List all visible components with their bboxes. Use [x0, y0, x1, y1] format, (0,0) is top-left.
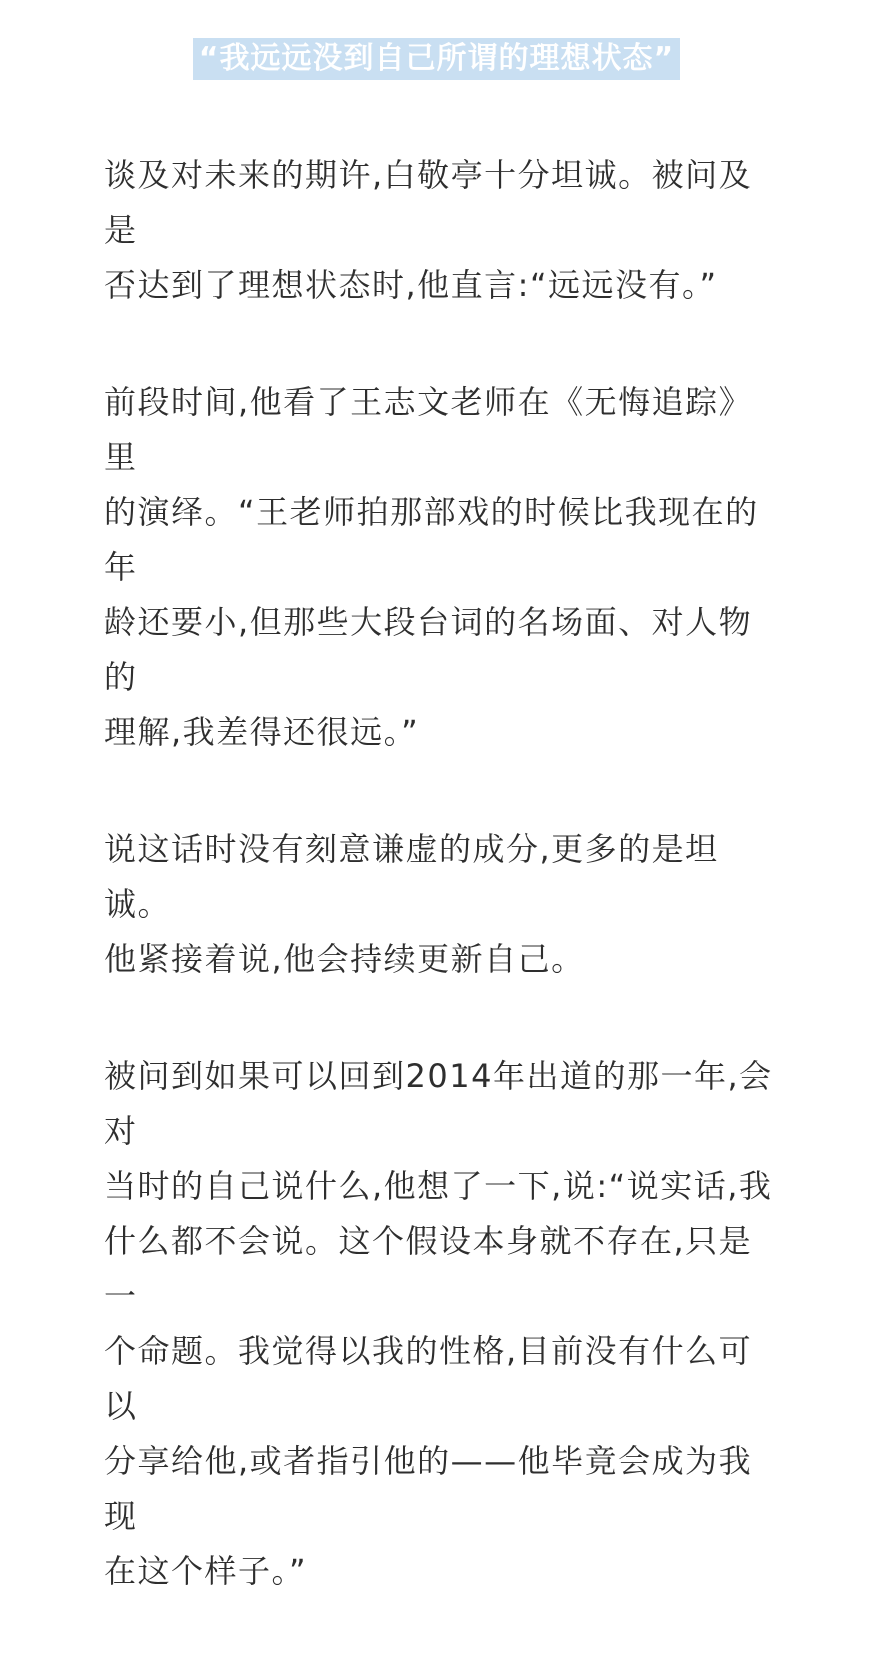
section-heading-wrap: [0, 38, 873, 80]
paragraph: 前段时间,他看了王志文老师在《无悔追踪》里 的演绎。“王老师拍那部戏的时候比我现在的年 龄还要小,但那些大段台词的名场面、对人物的 理解,我差得还很远。”: [104, 383, 759, 751]
paragraph: 被问到如果可以回到2014年出道的那一年,会对 当时的自己说什么,他想了一下,说:“说实话,我 什么都不会说。这个假设本身就不存在,只是一 个命题。我觉得以我的性格,目前没有什么可以 分享给他,或者指引他的——他毕竟会成为我现 在这个样子。”: [104, 1057, 773, 1590]
article-body: [104, 148, 784, 1661]
section-heading: “我远远没到自己所谓的理想状态”: [193, 38, 680, 80]
paragraph: 谈及对未来的期许,白敬亭十分坦诚。被问及是 否达到了理想状态时,他直言:“远远没有。”: [104, 156, 753, 304]
paragraph: 说这话时没有刻意谦虚的成分,更多的是坦诚。 他紧接着说,他会持续更新自己。: [104, 830, 719, 978]
